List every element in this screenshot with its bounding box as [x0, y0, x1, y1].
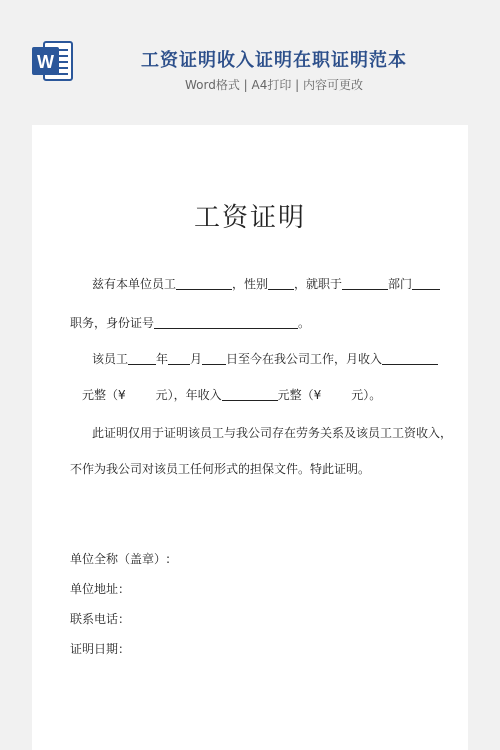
paragraph-line-1	[92, 275, 500, 292]
text: 。	[298, 316, 311, 330]
blank-day[interactable]	[202, 351, 226, 365]
document-page	[32, 125, 468, 750]
text: 月	[190, 352, 203, 366]
paragraph-line-4	[82, 386, 500, 403]
text: ，就职于	[294, 277, 343, 291]
company-name-label: 单位全称（盖章）:	[70, 552, 171, 566]
paragraph-line-3	[92, 350, 500, 367]
blank-year[interactable]	[128, 351, 156, 365]
paragraph-line-5: 此证明仅用于证明该员工与我公司存在劳务关系及该员工工资收入，	[92, 426, 453, 440]
page-subtitle: Word格式 | A4打印 | 内容可更改	[184, 78, 364, 92]
blank-department[interactable]	[342, 276, 388, 290]
text: 元），年收入	[155, 388, 222, 402]
text: ，性别	[232, 277, 269, 291]
paragraph-line-6: 不作为我公司对该员工任何形式的担保文件。特此证明。	[70, 462, 371, 476]
word-icon-letter: W	[37, 52, 54, 72]
company-address-label: 单位地址：	[70, 582, 131, 596]
text: 部门	[388, 277, 413, 291]
page-header	[0, 0, 500, 120]
text: 元）。	[351, 388, 382, 402]
blank-annual-income[interactable]	[222, 387, 278, 401]
text: 职务，身份证号	[70, 316, 155, 330]
date-label: 证明日期：	[70, 642, 131, 656]
text: 兹有本单位员工	[92, 277, 177, 291]
blank-id-number[interactable]	[154, 315, 298, 329]
document-title: 工资证明	[193, 203, 306, 233]
text: 元整（¥	[82, 388, 126, 402]
blank-employee-name[interactable]	[176, 276, 232, 290]
text: 日至今在我公司工作，月收入	[226, 352, 383, 366]
blank-month[interactable]	[168, 351, 190, 365]
text: 元整（¥	[277, 388, 322, 402]
blank-position[interactable]	[412, 276, 440, 290]
page-title: 工资证明收入证明在职证明范本	[141, 50, 407, 71]
phone-label: 联系电话：	[70, 612, 131, 626]
blank-monthly-income[interactable]	[382, 351, 438, 365]
text: 年	[156, 352, 169, 366]
paragraph-line-2	[70, 314, 500, 331]
blank-gender[interactable]	[268, 276, 294, 290]
text: 该员工	[92, 352, 129, 366]
